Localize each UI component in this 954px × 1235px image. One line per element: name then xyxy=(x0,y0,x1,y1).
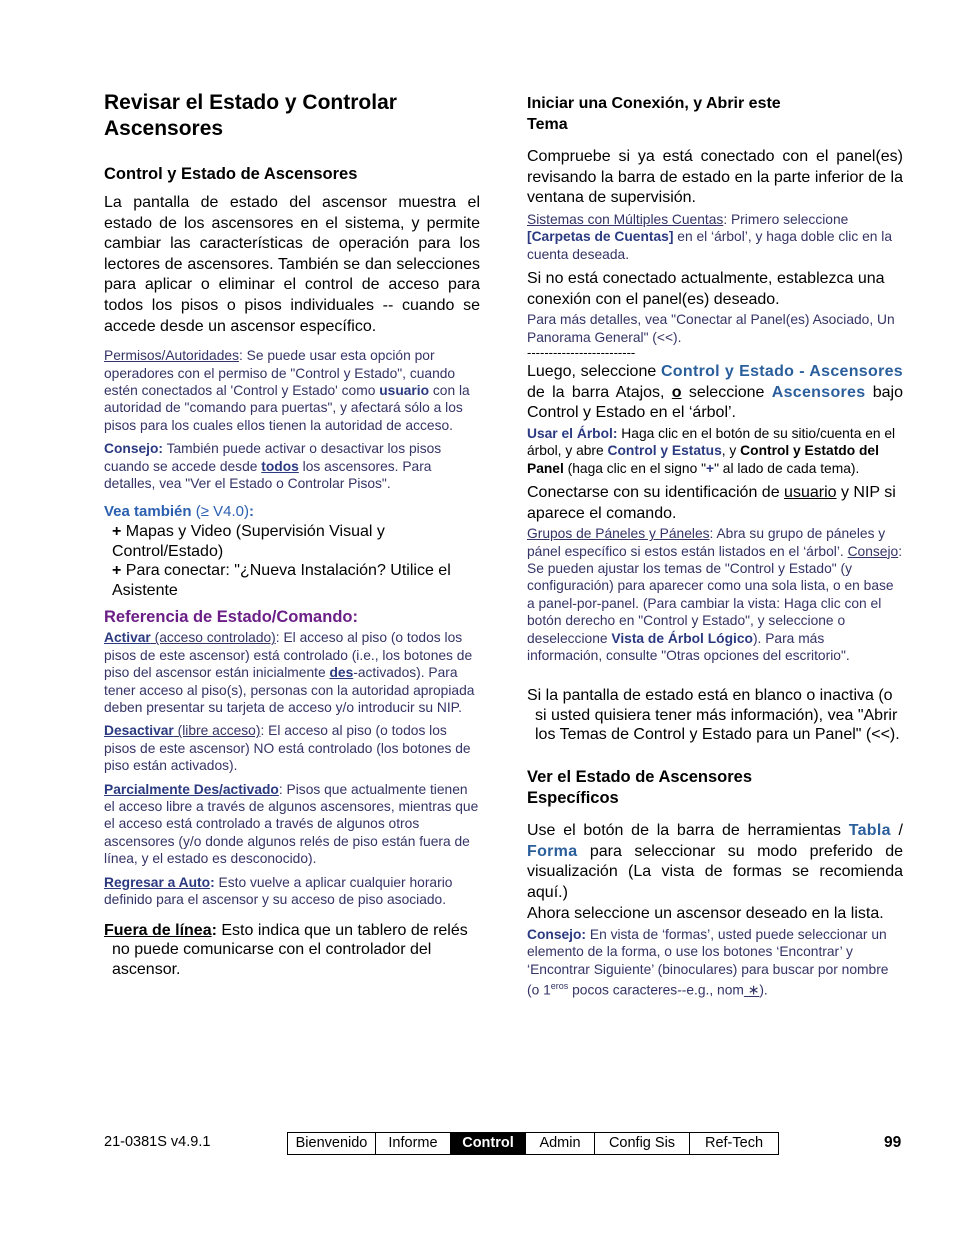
tip-note: Consejo: También puede activar o desactivar los pisos cuando se accede desde todos los ascensores. Para detalles, vea "Ver el Estado o Controlar Pisos". xyxy=(104,441,442,491)
section-heading-control: Control y Estado de Ascensores xyxy=(104,165,358,183)
groups-note: Grupos de Páneles y Páneles: Abra su grupo de páneles y pánel específico si estos están listados en el ‘árbol’. Consejo: Se pueden ajustar los temas de "Control y Estado" (y configuración) para aparecer como una sola lista, o en base a panel-por-panel. (Para cambiar la vista: Haga clic con el botón derecho en "Control y Estado", y seleccione o deseleccione Vista de Árbol Lógico). Para más información, consulte "Otras opciones del escritorio". xyxy=(527,526,903,664)
see-also-block: Vea también (≥ V4.0): + Mapas y Video (Supervisión Visual y Control/Estado) + Para conectar: "¿Nueva Instalación? Utilice el Asistente xyxy=(104,502,480,600)
tip2-note: Consejo: En vista de ‘formas’, usted puede seleccionar un elemento de la forma, o use los botones ‘Encontrar’ y ‘Encontrar Siguiente’ (binoculares) para buscar por nombre (o $1^{eros}$ pocos caracteres--e.g., nom ∗). xyxy=(527,926,889,998)
left-column xyxy=(104,90,480,985)
login-paragraph: Conectarse con su identificación de usuario y NIP si aparece el comando. xyxy=(527,484,896,522)
tab-control[interactable]: Control xyxy=(451,1133,526,1154)
permissions-link[interactable]: Permisos/Autoridades xyxy=(104,348,239,364)
footer xyxy=(0,1132,954,1156)
desactivar-term[interactable]: Desactivar xyxy=(104,723,174,739)
see-also-item[interactable]: + Mapas y Video (Supervisión Visual y Control/Estado) xyxy=(112,523,385,560)
section-heading-iniciar: Iniciar una Conexión, y Abrir este Tema xyxy=(527,95,781,133)
tab-informe[interactable]: Informe xyxy=(376,1133,451,1154)
tab-bienvenido[interactable]: Bienvenido xyxy=(288,1133,376,1154)
page-number: 99 xyxy=(884,1134,902,1151)
control-estado-link[interactable]: Control y Estado - Ascensores xyxy=(660,363,903,380)
dash-separator: ------------------------- xyxy=(527,345,636,360)
page-title: Revisar el Estado y Controlar Ascensores xyxy=(104,91,397,140)
right-column xyxy=(527,90,903,1005)
ref-parcial: Parcialmente Des/activado: Pisos que actualmente tienen el acceso libre a través de algunos ascensores, mientras que el acceso está controlado a través de algunos otros ascensores (y/o donde algunos relés de piso están fuera de línea, y el estado es desconocido). xyxy=(104,781,479,867)
see-also-label: Vea también xyxy=(104,503,192,521)
luego-paragraph: Luego, seleccione Control y Estado - Ascensores de la barra Atajos, o seleccione Ascensores bajo Control y Estado en el ‘árbol’. xyxy=(527,363,903,422)
auto-term[interactable]: Regresar a Auto xyxy=(104,874,211,890)
tab-ref-tech[interactable]: Ref-Tech xyxy=(704,1135,764,1151)
chapter-nav xyxy=(287,1132,779,1155)
document-number: 21-0381S v4.9.1 xyxy=(104,1134,211,1150)
tree-note: Usar el Árbol: Haga clic en el botón de su sitio/cuenta en el árbol, y abre Control y Estatus, y Control y Estatdo del Panel (haga clic en el signo "+" al lado de cada tema). xyxy=(527,425,896,476)
details-note: Para más detalles, vea "Conectar al Panel(es) Asociado, Un Panorama General" (<<). xyxy=(527,312,895,345)
offline-paragraph: Fuera de línea: Esto indica que un tablero de relés no puede comunicarse con el controlador del ascensor. xyxy=(104,921,468,978)
parcial-term[interactable]: Parcialmente Des/activado xyxy=(104,781,279,797)
tab-config-sis[interactable]: Config Sis xyxy=(595,1133,690,1154)
permissions-note: Permisos/Autoridades: Se puede usar esta opción por operadores con el permiso de "Control y Estado", cuando estén conectados al 'Control y Estado' como usuario con la autoridad de "comando para puertas", y afectará sólo a los pisos para los cuales ellos tienen la autoridad de acceso. xyxy=(104,348,470,433)
tab-admin[interactable]: Admin xyxy=(526,1133,595,1154)
offline-term: Fuera de línea xyxy=(104,921,212,939)
intro-paragraph: La pantalla de estado del ascensor muestra el estado de los ascensores en el sistema, y permite cambiar las características de operación para los lectores de ascensores. También se dan selecciones para aplicar o eliminar el control de acceso para todos los pisos o pisos individuales -- cuando se accede desde un ascensor específico. xyxy=(104,194,480,335)
blank-screen-paragraph: Si la pantalla de estado está en blanco o inactiva (o si usted quisiera tener más información), vea "Abrir los Temas de Control y Estado para un Panel" (<<). xyxy=(527,687,900,744)
tabla-button-ref[interactable]: Tabla xyxy=(848,821,891,839)
section-heading-ver: Ver el Estado de Ascensores Específicos xyxy=(527,767,752,807)
see-also-item[interactable]: + Para conectar: "¿Nueva Instalación? Utilice el Asistente xyxy=(112,562,451,599)
ref-desactivar: Desactivar (libre acceso): El acceso al piso (o todos los pisos de este ascensor) NO está controlado (los botones de piso están activados). xyxy=(104,723,471,774)
ascensores-link[interactable]: Ascensores xyxy=(771,383,866,401)
activar-term[interactable]: Activar xyxy=(104,630,151,646)
multi-accounts-note: Sistemas con Múltiples Cuentas: Primero seleccione [Carpetas de Cuentas] en el ‘árbol’, y haga doble clic en la cuenta deseada. xyxy=(527,211,893,262)
reference-heading: Referencia de Estado/Comando: xyxy=(104,608,358,627)
noconect-paragraph: Si no está conectado actualmente, establezca una conexión con el panel(es) deseado. xyxy=(527,270,885,308)
todos-link[interactable]: todos xyxy=(261,458,299,474)
groups-link[interactable]: Grupos de Páneles y Páneles xyxy=(527,526,710,542)
forma-button-ref[interactable]: Forma xyxy=(527,842,578,860)
ahora-paragraph: Ahora seleccione un ascensor deseado en la lista. xyxy=(527,905,884,923)
ref-auto: Regresar a Auto: Esto vuelve a aplicar cualquier horario definido para el ascensor y su acceso de piso asociado. xyxy=(104,874,453,908)
compruebe-paragraph: Compruebe si ya está conectado con el panel(es) revisando la barra de estado en la parte inferior de la ventana de supervisión. xyxy=(527,148,903,207)
use-toolbar-paragraph: Use el botón de la barra de herramientas Tabla / Forma para seleccionar su modo preferido de visualización (La vista de formas se recomienda aquí.) xyxy=(527,821,904,901)
multi-accounts-link[interactable]: Sistemas con Múltiples Cuentas xyxy=(527,211,724,227)
ref-activar: Activar (acceso controlado): El acceso al piso (o todos los pisos de este ascensor) está controlado (i.e., los botones de piso del ascensor están inicialmente des-activados). Para tener acceso al piso(s), personas con la autoridad apropiada deben presentar su tarjeta de acceso y/o introducir su NIP. xyxy=(104,630,475,716)
